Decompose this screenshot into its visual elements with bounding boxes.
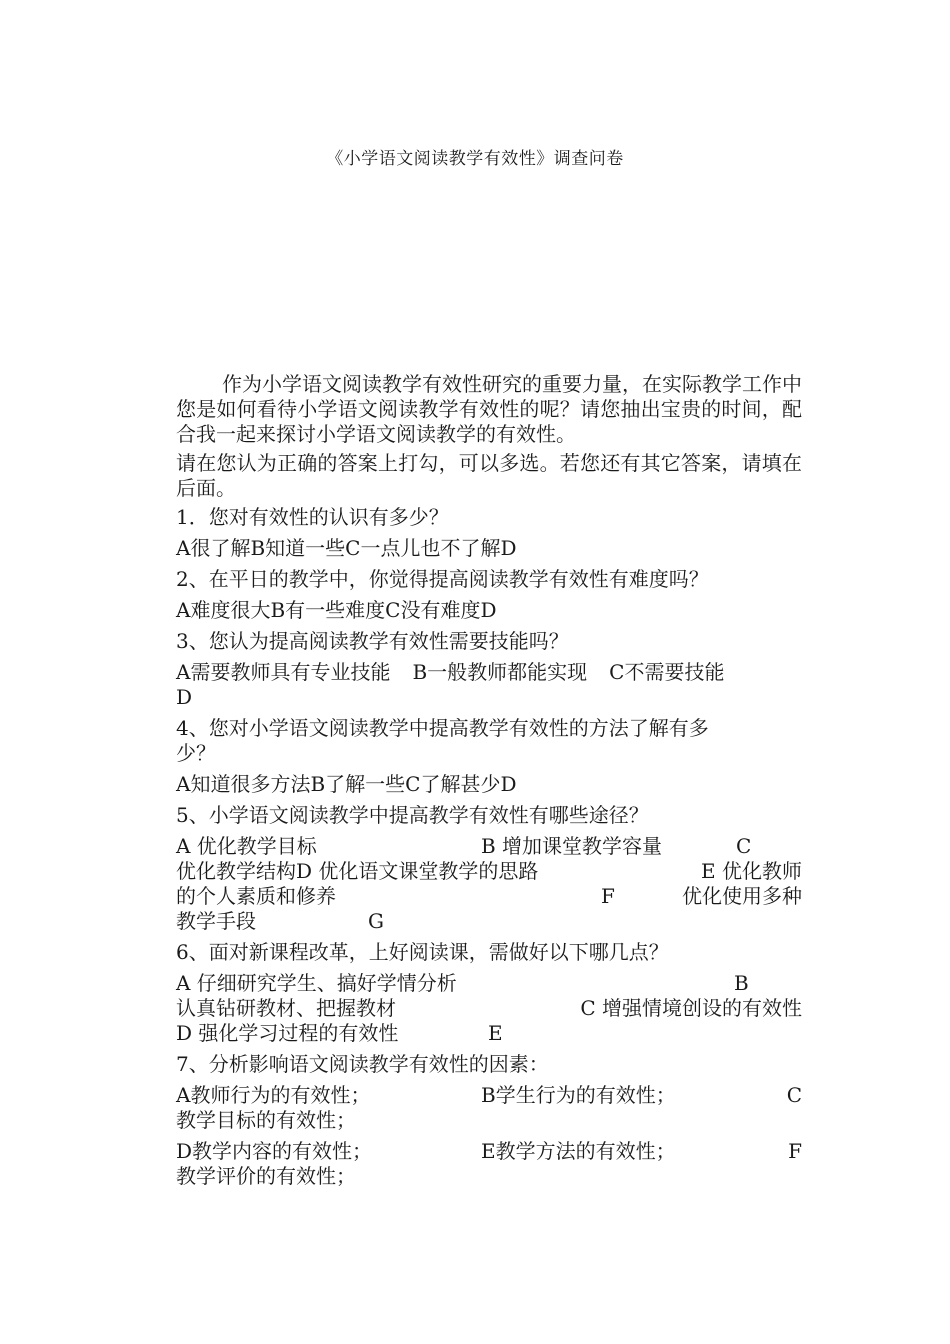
option-a: A 仔细研究学生、搞好学情分析 [176, 971, 457, 995]
question-4-line-2: 少？ [176, 741, 216, 765]
question-4-line-1: 4、您对小学语文阅读教学中提高教学有效性的方法了解有多 [176, 716, 709, 740]
question-3-options [176, 660, 802, 710]
question-5-options [176, 834, 802, 934]
question-7: 7、分析影响语文阅读教学有效性的因素： [176, 1052, 549, 1076]
question-1: 1．您对有效性的认识有多少？ [176, 505, 449, 529]
option-a: A需要教师具有专业技能 [176, 660, 391, 684]
option-d: D [176, 685, 193, 709]
option-b-marker: B [734, 971, 749, 995]
option-a: A 优化教学目标 [176, 834, 317, 858]
document-title: 《小学语文阅读教学有效性》调查问卷 [326, 149, 624, 169]
survey-body [176, 372, 802, 1195]
question-3: 3、您认为提高阅读教学有效性需要技能吗？ [176, 629, 569, 653]
option-b: B 增加课堂教学容量 [481, 834, 663, 858]
option-c-marker: C [736, 834, 752, 858]
option-b: 认真钻研教材、把握教材 [176, 996, 396, 1020]
option-c-marker: C [786, 1083, 802, 1107]
intro-paragraph: 作为小学语文阅读教学有效性研究的重要力量，在实际教学工作中您是如何看待小学语文阅读教学有效性的呢？请您抽出宝贵的时间，配合我一起来探讨小学语文阅读教学的有效性。 [176, 372, 802, 446]
option-e: E 优化教师 [701, 859, 802, 883]
option-e-continued: 的个人素质和修养 [176, 884, 336, 908]
option-c: C不需要技能 [609, 660, 725, 684]
question-2: 2、在平日的教学中，你觉得提高阅读教学有效性有难度吗？ [176, 567, 709, 591]
question-4 [176, 716, 802, 766]
option-f: 教学评价的有效性； [176, 1164, 356, 1188]
option-d: D教学内容的有效性； [176, 1139, 373, 1163]
question-2-options: A难度很大B有一些难度C没有难度D [176, 598, 497, 622]
option-g: G [368, 909, 384, 933]
option-c: 教学目标的有效性； [176, 1108, 356, 1132]
option-f-marker: F [601, 884, 615, 908]
option-b: B一般教师都能实现 [412, 660, 588, 684]
option-d: D 强化学习过程的有效性 [176, 1021, 399, 1045]
question-4-options: A知道很多方法B了解一些C了解甚少D [176, 772, 517, 796]
question-1-options: A很了解B知道一些C一点儿也不了解D [176, 536, 517, 560]
option-e: E [488, 1021, 503, 1045]
option-c: C 增强情境创设的有效性 [580, 996, 802, 1020]
option-a: A教师行为的有效性； [176, 1083, 371, 1107]
option-e: E教学方法的有效性； [481, 1139, 676, 1163]
question-6-options [176, 971, 802, 1046]
question-5: 5、小学语文阅读教学中提高教学有效性有哪些途径？ [176, 803, 649, 827]
option-b: B学生行为的有效性； [481, 1083, 676, 1107]
option-f: 优化使用多种 [682, 884, 802, 908]
instruction-paragraph: 请在您认为正确的答案上打勾，可以多选。若您还有其它答案，请填在后面。 [176, 451, 802, 500]
option-f-continued: 教学手段 [176, 909, 256, 933]
option-c-d: 优化教学结构D 优化语文课堂教学的思路 [176, 859, 539, 883]
question-6: 6、面对新课程改革，上好阅读课，需做好以下哪几点？ [176, 940, 669, 964]
question-7-row-1 [176, 1083, 802, 1133]
option-f-marker: F [788, 1139, 802, 1163]
question-7-row-2 [176, 1139, 802, 1189]
